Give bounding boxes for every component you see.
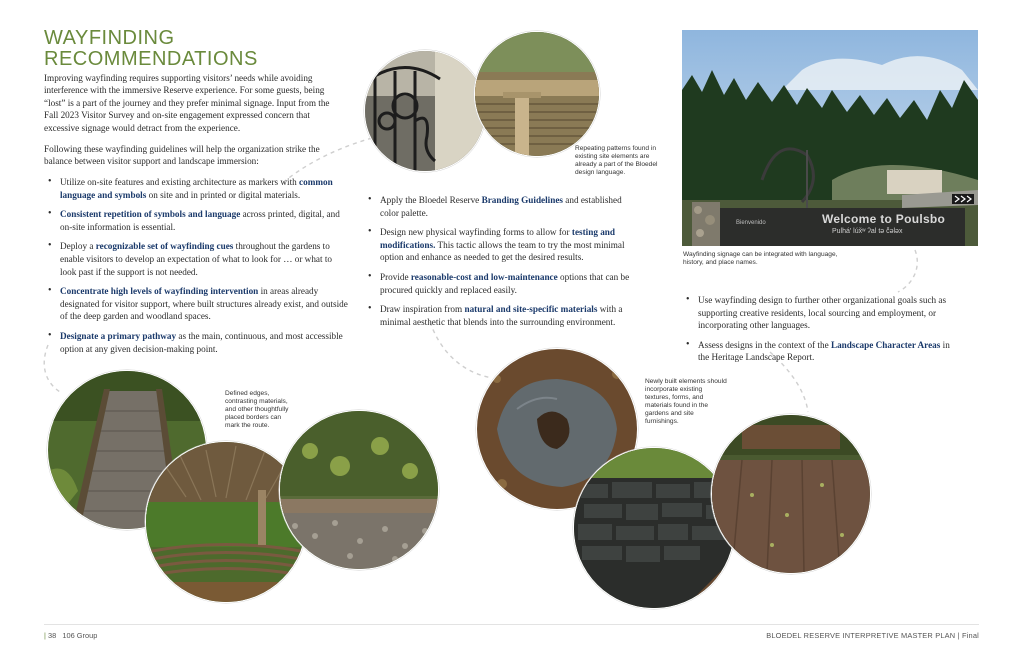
highlight-text: Concentrate high levels of wayfinding intervention [60, 286, 259, 297]
signage-caption: Wayfinding signage can be integrated with language, history, and place names. [683, 251, 838, 266]
highlight-text: Consistent repetition of symbols and language [60, 209, 241, 220]
wooden-post-photo [474, 31, 600, 157]
middle-guideline-item: • Draw inspiration from natural and site-specific materials with a minimal aesthetic that blends into the surrounding environment. [364, 303, 640, 328]
stone-wall-photo [573, 447, 735, 609]
right-guidelines-list [682, 294, 952, 371]
intro-paragraph: Improving wayfinding requires supporting visitors’ needs while avoiding interference with the immersive Reserve experience. For some guests, being “lost” is a part of the journey and they prefer minimal signage. Input from the Fall 2023 Visitor Survey and on-site engagement expressed concern that excessive signage would detract from the experience. [44, 73, 330, 133]
sign-native-text: Pulhá′ lúx̌ʷ ʔal tə č̓ələx [832, 228, 903, 235]
middle-guidelines-list [364, 194, 640, 335]
left-guideline-item: • Designate a primary pathway as the main, continuous, and most accessible option at any given decision-making point. [44, 330, 348, 355]
sign-bienvenido-text: Bienvenido [736, 220, 766, 226]
right-guideline-item: • Assess designs in the context of the Landscape Character Areas in the Heritage Landscape Report. [682, 339, 952, 364]
title-line-2: RECOMMENDATIONS [44, 48, 258, 70]
left-guideline-item: • Concentrate high levels of wayfinding intervention in areas already designated for visitor support, where built structures already exist, and outside of the deep garden and woodland spaces. [44, 285, 348, 323]
right-guideline-item: • Use wayfinding design to further other organizational goals such as supporting creative residents, local sourcing and employment, or incorporating other languages. [682, 294, 952, 332]
footer-status: Final [961, 631, 979, 640]
left-guideline-item: • Deploy a recognizable set of wayfinding cues throughout the gardens to enable visitors to develop an expectation of what to look for … or what to look past if the support is not needed. [44, 240, 348, 278]
left-guidelines-list [44, 176, 348, 362]
highlight-text: Branding Guidelines [481, 195, 563, 205]
highlight-text: Designate a primary pathway [60, 330, 177, 341]
highlight-text: common language and symbols [60, 177, 333, 200]
highlight-text: recognizable set of wayfinding cues [95, 241, 234, 252]
wood-boardwalk-photo [711, 414, 871, 574]
footer-doc-title: BLOEDEL RESERVE INTERPRETIVE MASTER PLAN [766, 631, 956, 640]
left-guideline-item: • Utilize on-site features and existing architecture as markers with common language and symbols on site and in printed or digital materials. [44, 176, 348, 201]
highlight-text: testing and modifications. [380, 227, 616, 250]
page-title [44, 28, 344, 70]
highlight-text: natural and site-specific materials [464, 304, 598, 315]
page-number: 38 [47, 631, 57, 640]
footer-right: BLOEDEL RESERVE INTERPRETIVE MASTER PLAN | Final [766, 631, 979, 640]
lead-paragraph: Following these wayfinding guidelines will help the organization strike the balance between visitor support and landscape immersion: [44, 144, 320, 167]
left-guideline-item: • Consistent repetition of symbols and language across printed, digital, and on-site information is essential. [44, 208, 348, 233]
middle-guideline-item: • Provide reasonable-cost and low-maintenance options that can be procured quickly and replaced easily. [364, 271, 640, 296]
sign-welcome-text: Welcome to Poulsbo [822, 212, 946, 226]
patterns-caption: Repeating patterns found in existing site elements are already a part of the Bloedel design language. [575, 145, 658, 176]
middle-guideline-item: • Apply the Bloedel Reserve Branding Guidelines and established color palette. [364, 194, 640, 219]
title-line-1: WAYFINDING [44, 27, 175, 49]
footer-rule [44, 624, 979, 625]
highlight-text: Landscape Character Areas [830, 339, 941, 350]
highlight-text: reasonable-cost and low-maintenance [410, 271, 558, 282]
welcome-sign-photo [682, 30, 978, 246]
stone-border-photo [279, 410, 439, 570]
footer-org: 106 Group [62, 631, 98, 640]
middle-guideline-item: • Design new physical wayfinding forms to allow for testing and modifications. This tactic allows the team to try the most minimal option and enhance as needed to get the desired results. [364, 226, 640, 264]
gate-ironwork-photo [364, 50, 486, 172]
newly-built-caption: Newly built elements should incorporate existing textures, forms, and materials found in the gardens and site furnishings. [645, 378, 727, 425]
footer-left: | 38 106 Group [44, 631, 98, 640]
edges-caption: Defined edges, contrasting materials, and other thoughtfully placed borders can mark the route. [225, 390, 289, 429]
